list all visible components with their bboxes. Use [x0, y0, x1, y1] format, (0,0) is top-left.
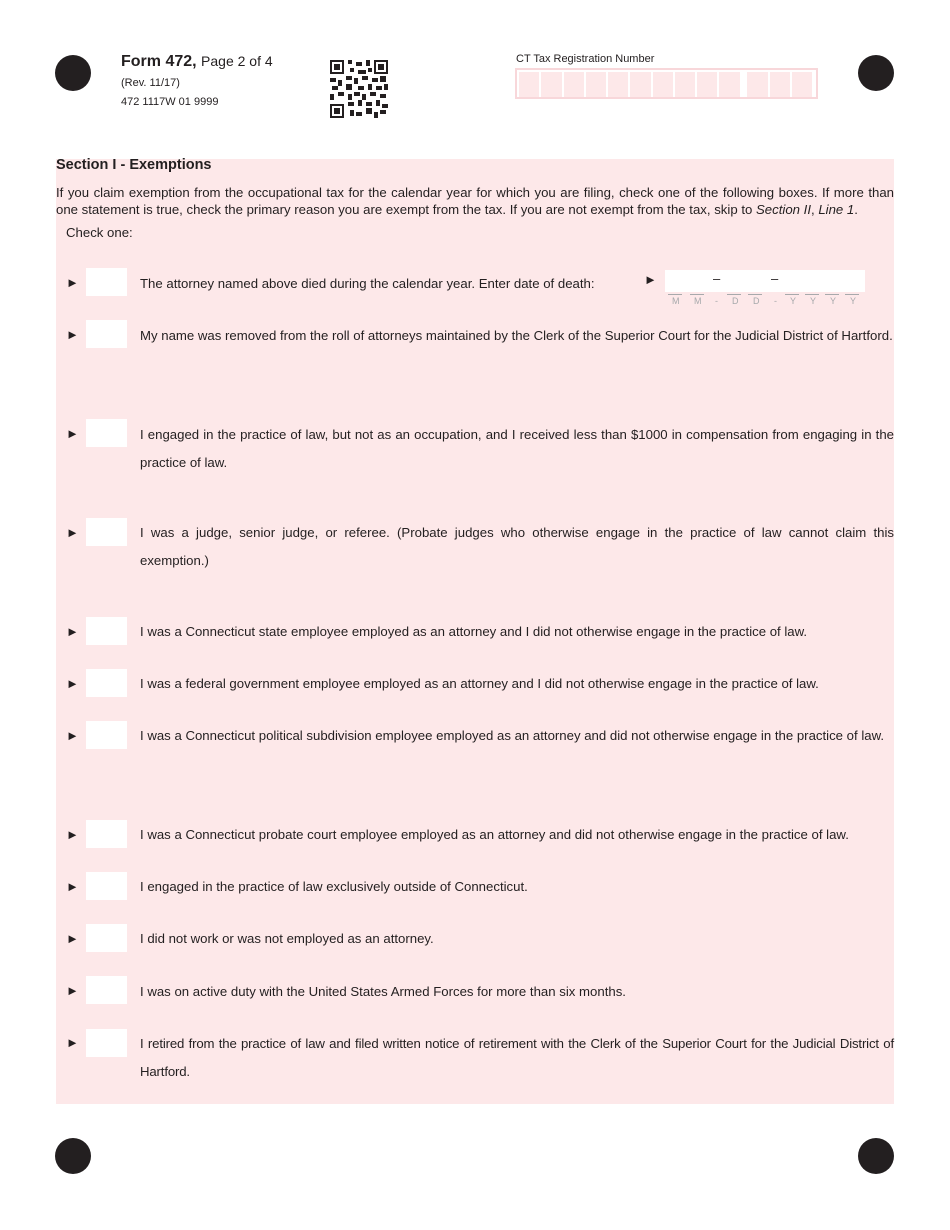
exemption-text-outside-ct: I engaged in the practice of law exclusively outside of Connecticut. — [140, 879, 528, 894]
date-underline — [845, 294, 859, 295]
date-hint-char: - — [715, 296, 718, 306]
form-code: 472 1117W 01 9999 — [121, 96, 219, 108]
intro-line-ref: Line 1 — [818, 202, 855, 217]
date-underline — [785, 294, 799, 295]
intro-text: If you claim exemption from the occupational tax for the calendar year for which you are filing, check one of the following boxes. If more than one statement is true, check the primary reason you are exempt from the tax. If you are not exempt from the tax, skip to — [56, 185, 894, 217]
exemption-checkbox-not-occupation[interactable] — [86, 419, 127, 447]
exemption-checkbox-removed-from-roll[interactable] — [86, 320, 127, 348]
arrow-icon: ► — [66, 879, 79, 894]
exemption-text-federal-employee: I was a federal government employee employed as an attorney and I did not otherwise engage in the practice of law. — [140, 676, 819, 691]
exemption-text-judge: I was a judge, senior judge, or referee. (Probate judges who otherwise engage in the practice of law cannot claim this exemption.) — [140, 525, 894, 568]
registration-dot-bottom-left — [55, 1138, 91, 1174]
registration-dot-top-right — [858, 55, 894, 91]
arrow-icon: ► — [66, 275, 79, 290]
exemption-text-active-duty: I was on active duty with the United States Armed Forces for more than six months. — [140, 984, 626, 999]
arrow-icon: ► — [66, 327, 79, 342]
date-hint-char: Y — [790, 296, 797, 306]
exemption-checkbox-political-subdivision[interactable] — [86, 721, 127, 749]
registration-dot-bottom-right — [858, 1138, 894, 1174]
intro-section-ref: Section II — [756, 202, 811, 217]
arrow-icon: ► — [66, 827, 79, 842]
date-of-death-input[interactable] — [665, 270, 865, 292]
date-arrow-icon: ► — [644, 272, 657, 287]
form-title — [121, 53, 273, 71]
date-underline — [727, 294, 741, 295]
date-hint-char: D — [753, 296, 760, 306]
exemption-checkbox-federal-employee[interactable] — [86, 669, 127, 697]
exemption-checkbox-state-employee[interactable] — [86, 617, 127, 645]
exemption-text-probate-court: I was a Connecticut probate court employee employed as an attorney and did not otherwise engage in the practice of law. — [140, 827, 849, 842]
qr-code — [330, 60, 388, 118]
arrow-icon: ► — [66, 676, 79, 691]
exemption-text-death: The attorney named above died during the calendar year. Enter date of death: — [140, 276, 595, 291]
form-name: Form 472, — [121, 53, 197, 70]
date-hint-char: - — [774, 296, 777, 306]
arrow-icon: ► — [66, 525, 79, 540]
exemption-checkbox-active-duty[interactable] — [86, 976, 127, 1004]
date-underline — [690, 294, 704, 295]
date-hint-char: Y — [830, 296, 837, 306]
exemption-text-political-subdivision: I was a Connecticut political subdivision employee employed as an attorney and did not otherwise engage in the practice of law. — [140, 728, 885, 743]
date-hint-char: Y — [850, 296, 857, 306]
date-underline — [805, 294, 819, 295]
date-hint-char: Y — [810, 296, 817, 306]
section-intro — [56, 184, 894, 218]
arrow-icon: ► — [66, 624, 79, 639]
exemption-text-state-employee: I was a Connecticut state employee employed as an attorney and I did not otherwise engage in the practice of law. — [140, 624, 808, 639]
exemption-text-removed-from-roll: My name was removed from the roll of attorneys maintained by the Clerk of the Superior Court for the Judicial District of Hartford. — [140, 328, 893, 343]
arrow-icon: ► — [66, 1035, 79, 1050]
registration-number-field[interactable] — [515, 68, 818, 99]
date-dash-1: – — [713, 271, 721, 286]
registration-number-label: CT Tax Registration Number — [516, 53, 655, 65]
date-underline — [668, 294, 682, 295]
date-format-hint — [665, 296, 865, 308]
exemption-text-not-occupation: I engaged in the practice of law, but not as an occupation, and I received less than $1000 in compensation from engaging in the practice of law. — [140, 427, 894, 470]
exemption-checkbox-death[interactable] — [86, 268, 127, 296]
date-hint-char: M — [694, 296, 702, 306]
arrow-icon: ► — [66, 426, 79, 441]
arrow-icon: ► — [66, 983, 79, 998]
exemption-checkbox-judge[interactable] — [86, 518, 127, 546]
check-one-label: Check one: — [66, 225, 133, 240]
exemption-text-retired: I retired from the practice of law and filed written notice of retirement with the Clerk of the Superior Court for the Judicial District of Hartford. — [140, 1036, 894, 1079]
arrow-icon: ► — [66, 728, 79, 743]
exemption-checkbox-probate-court[interactable] — [86, 820, 127, 848]
registration-dot-top-left — [55, 55, 91, 91]
date-hint-char: M — [672, 296, 680, 306]
page-label: Page 2 of 4 — [201, 53, 273, 69]
date-hint-char: D — [732, 296, 739, 306]
date-dash-2: – — [771, 271, 779, 286]
date-underline — [825, 294, 839, 295]
exemption-checkbox-outside-ct[interactable] — [86, 872, 127, 900]
section-title: Section I - Exemptions — [56, 157, 212, 173]
intro-separator: , — [810, 202, 819, 217]
intro-end: . — [854, 202, 858, 217]
exemption-checkbox-not-employed[interactable] — [86, 924, 127, 952]
arrow-icon: ► — [66, 931, 79, 946]
exemption-checkbox-retired[interactable] — [86, 1029, 127, 1057]
exemption-text-not-employed: I did not work or was not employed as an attorney. — [140, 931, 434, 946]
revision-date: (Rev. 11/17) — [121, 77, 180, 89]
date-underline — [748, 294, 762, 295]
